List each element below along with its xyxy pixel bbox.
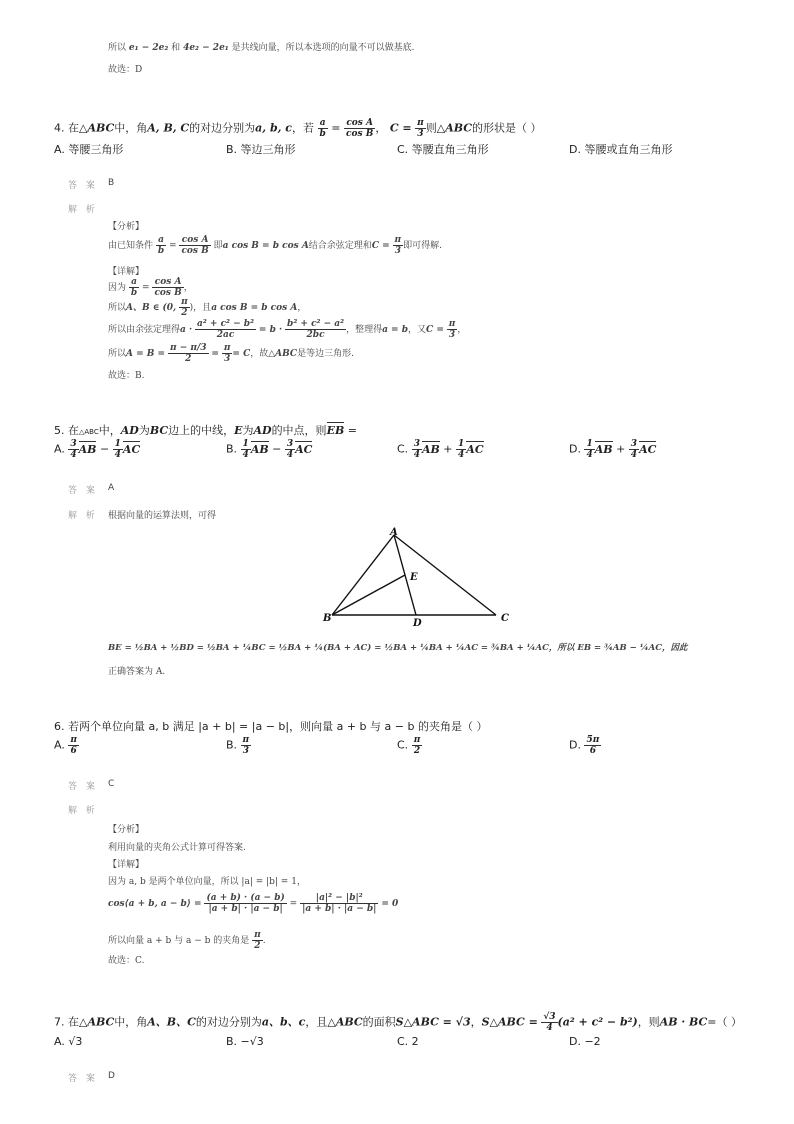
- q6-option-a[interactable]: A. $\frac{\pi}{6}$: [54, 735, 77, 756]
- q7-option-d[interactable]: D. −2: [569, 1035, 601, 1048]
- q5-answer-label: 答 案: [68, 486, 98, 496]
- q6-option-d[interactable]: D. $\frac{5\pi}{6}$: [569, 735, 600, 756]
- q6-option-b[interactable]: B. $\frac{\pi}{3}$: [226, 735, 250, 756]
- q7-option-a[interactable]: A. √3: [54, 1035, 83, 1048]
- triangle-figure: [320, 525, 520, 630]
- label-b: B: [323, 613, 332, 624]
- q7-option-c[interactable]: C. 2: [397, 1035, 419, 1048]
- q7-answer: D: [108, 1071, 115, 1081]
- q6-explain-label: 解 析: [68, 806, 98, 816]
- q5-stem: 5. 在△ABC中，AD为BC边上的中线，E为AD的中点，则EB =: [54, 424, 357, 437]
- q4-detail-tag: 【详解】: [108, 267, 145, 277]
- q4-frac-ab: $\frac{a}{b}$: [319, 118, 326, 139]
- q5-explain-intro: 根据向量的运算法则，可得: [108, 511, 217, 521]
- q7-stem: 7. 在△ABC中，角A、B、C的对边分别为a、b、c，且△ABC的面积S△ABC = √3，S△ABC = $\frac{√3}{4}$ (a² + c² − b²)，则AB · BC=（ ）: [54, 1012, 742, 1033]
- q4-detail-4: 所以A = B = $\frac{\pi - \pi/3}{2}$ = $\frac{\pi}{3}$ = C，故△ABC是等边三角形.: [108, 343, 354, 364]
- q4-frac-pi3: $\frac{\pi}{3}$: [417, 118, 424, 139]
- label-a: A: [390, 527, 398, 538]
- q6-stem: 6. 若两个单位向量 a, b 满足 |a + b| = |a − b|，则向量 a + b 与 a − b 的夹角是（ ）: [54, 720, 488, 733]
- q4-frac-cos: $\frac{\text{cos A}}{\text{cos B}}$: [346, 118, 374, 139]
- q6-detail-3: 所以向量 a + b 与 a − b 的夹角是 $\frac{\pi}{2}$ .: [108, 930, 266, 951]
- q4-answer: B: [108, 178, 115, 188]
- prev-prefix: 所以: [108, 43, 127, 53]
- q6-analysis-tag: 【分析】: [108, 825, 145, 835]
- q6-answer: C: [108, 779, 115, 789]
- prev-mid: 和: [171, 43, 181, 53]
- label-c: C: [501, 613, 509, 624]
- prev-expr-2: 4e₂ − 2e₁: [183, 43, 229, 53]
- q4-analysis: 由已知条件 $\frac{a}{b}$ = $\frac{\text{cos A}}{\text{cos B}}$ 即a cos B = b cos A结合余弦定理和C = $\frac{\pi}{3}$ 即可得解.: [108, 235, 442, 256]
- q4-detail-2: 所以A、B ∈ (0, $\frac{\pi}{2}$ )，且a cos B = b cos A，: [108, 297, 307, 318]
- q4-option-b[interactable]: B. 等边三角形: [226, 143, 296, 156]
- prev-conclusion: 故选：D: [108, 65, 143, 75]
- q5-option-a[interactable]: A. $\frac{3}{4}$ AB − $\frac{1}{4}$ AC: [54, 439, 141, 460]
- q6-detail-1: 因为 a, b 是两个单位向量，所以 |a| = |b| = 1，: [108, 877, 306, 887]
- q5-derivation-end: 正确答案为 A.: [108, 667, 166, 677]
- label-e: E: [410, 572, 418, 583]
- segment-be: [332, 575, 405, 615]
- q5-option-c[interactable]: C. $\frac{3}{4}$ AB + $\frac{1}{4}$ AC: [397, 439, 484, 460]
- q5-explain-label: 解 析: [68, 511, 98, 521]
- q5-answer: A: [108, 483, 115, 493]
- q6-detail-2: cos⟨a + b, a − b⟩ = $\frac{(a + b) \cdot (a - b)}{|a + b| \cdot |a - b|}$ = $\frac{\text{|a|² − |b|²}}{|a + b| \cdot |a - b|}$ = 0: [108, 893, 399, 914]
- label-d: D: [413, 618, 422, 629]
- q5-option-b[interactable]: B. $\frac{1}{4}$ AB − $\frac{3}{4}$ AC: [226, 439, 313, 460]
- q6-detail-tag: 【详解】: [108, 860, 145, 870]
- q6-answer-label: 答 案: [68, 782, 98, 792]
- q7-option-b[interactable]: B. −√3: [226, 1035, 264, 1048]
- q5-option-d[interactable]: D. $\frac{1}{4}$ AB + $\frac{3}{4}$ AC: [569, 439, 657, 460]
- prev-suffix: 是共线向量，所以本选项的向量不可以做基底.: [231, 43, 415, 53]
- q4-analysis-tag: 【分析】: [108, 222, 145, 232]
- q4-explain-label: 解 析: [68, 205, 98, 215]
- q7-answer-label: 答 案: [68, 1074, 98, 1084]
- q4-option-a[interactable]: A. 等腰三角形: [54, 143, 124, 156]
- q4-detail-3: 所以由余弦定理得a · $\frac{\text{a² + c² − b²}}{2ac}$ = b · $\frac{\text{b² + c² − a²}}{2bc}$ ，整理得a = b，又C = $\frac{\pi}{3}$ ，: [108, 319, 467, 340]
- q5-derivation: BE = ½BA + ½BD = ½BA + ¼BC = ½BA + ¼(BA + AC) = ½BA + ¼BA + ¼AC = ¾BA + ¼AC，所以 EB = ¾AB − ¼AC，因此: [108, 643, 688, 653]
- q4-detail-1: 因为 $\frac{a}{b}$ = $\frac{\text{cos A}}{\text{cos B}}$ ，: [108, 277, 193, 298]
- prev-solution-line: [108, 40, 414, 53]
- edge-ab: [332, 535, 394, 615]
- q4-conclusion: 故选：B.: [108, 371, 145, 381]
- q6-analysis: 利用向量的夹角公式计算可得答案.: [108, 843, 246, 853]
- prev-expr-1: e₁ − 2e₂: [128, 43, 169, 53]
- q4-option-d[interactable]: D. 等腰或直角三角形: [569, 143, 673, 156]
- q4-stem: 4. 在△ABC中，角A, B, C的对边分别为a, b, c，若 $\frac{a}{b}$ = $\frac{\text{cos A}}{\text{cos B}}$ ， C = $\frac{\pi}{3}$ 则△ABC的形状是（ ）: [54, 118, 542, 139]
- q6-conclusion: 故选：C.: [108, 956, 145, 966]
- q6-option-c[interactable]: C. $\frac{\pi}{2}$: [397, 735, 421, 756]
- q4-answer-label: 答 案: [68, 181, 98, 191]
- q4-option-c[interactable]: C. 等腰直角三角形: [397, 143, 489, 156]
